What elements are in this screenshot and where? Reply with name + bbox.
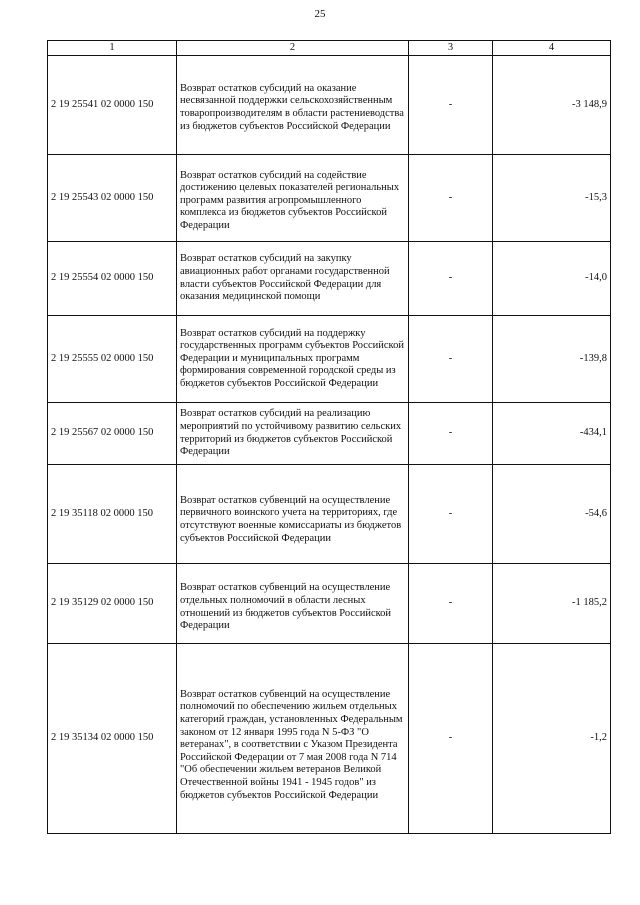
budget-code: 2 19 25567 02 0000 150 [48,403,177,465]
col3-value: - [409,403,493,465]
amount: -15,3 [493,155,611,242]
amount: -14,0 [493,242,611,316]
amount: -1 185,2 [493,564,611,644]
budget-code: 2 19 25541 02 0000 150 [48,56,177,155]
col3-value: - [409,465,493,564]
item-name: Возврат остатков субсидий на закупку авиационных работ органами государственной власти субъектов Российской Федерации для оказания медицинской помощи [177,242,409,316]
amount: -139,8 [493,316,611,403]
table-row [48,56,611,155]
table-row [48,465,611,564]
item-name: Возврат остатков субвенций на осуществление первичного воинского учета на территориях, где отсутствуют военные комиссариаты из бюджетов субъектов Российской Федерации [177,465,409,564]
column-header: 1 [48,41,177,56]
table-row [48,316,611,403]
item-name: Возврат остатков субвенций на осуществление отдельных полномочий в области лесных отношений из бюджетов субъектов Российской Федерации [177,564,409,644]
col3-value: - [409,316,493,403]
item-name: Возврат остатков субсидий на реализацию мероприятий по устойчивому развитию сельских территорий из бюджетов субъектов Российской Федерации [177,403,409,465]
column-header: 3 [409,41,493,56]
budget-code: 2 19 35129 02 0000 150 [48,564,177,644]
col3-value: - [409,242,493,316]
amount: -434,1 [493,403,611,465]
table-row [48,564,611,644]
col3-value: - [409,644,493,834]
budget-code: 2 19 25554 02 0000 150 [48,242,177,316]
col3-value: - [409,564,493,644]
table-row [48,155,611,242]
column-header: 4 [493,41,611,56]
budget-code: 2 19 25555 02 0000 150 [48,316,177,403]
table-row [48,644,611,834]
budget-table [47,40,611,834]
table-row [48,403,611,465]
item-name: Возврат остатков субвенций на осуществление полномочий по обеспечению жильем отдельных категорий граждан, установленных Федеральным законом от 12 января 1995 года N 5-ФЗ "О ветеранах", в соответствии с Указом Президента Российской Федерации от 7 мая 2008 года N 714 "Об обеспечении жильем ветеранов Великой Отечественной войны 1941 - 1945 годов" из бюджетов субъектов Российской Федерации [177,644,409,834]
item-name: Возврат остатков субсидий на оказание несвязанной поддержки сельскохозяйственным товаропроизводителям в области растениеводства из бюджетов субъектов Российской Федерации [177,56,409,155]
table-header-row [48,41,611,56]
table-row [48,242,611,316]
column-header: 2 [177,41,409,56]
col3-value: - [409,56,493,155]
item-name: Возврат остатков субсидий на содействие достижению целевых показателей региональных программ развития агропромышленного комплекса из бюджетов субъектов Российской Федерации [177,155,409,242]
amount: -3 148,9 [493,56,611,155]
amount: -54,6 [493,465,611,564]
budget-code: 2 19 35118 02 0000 150 [48,465,177,564]
page-number: 25 [314,8,326,20]
item-name: Возврат остатков субсидий на поддержку государственных программ субъектов Российской Федерации и муниципальных программ формирования современной городской среды из бюджетов субъектов Российской Федерации [177,316,409,403]
amount: -1,2 [493,644,611,834]
budget-code: 2 19 35134 02 0000 150 [48,644,177,834]
budget-code: 2 19 25543 02 0000 150 [48,155,177,242]
col3-value: - [409,155,493,242]
